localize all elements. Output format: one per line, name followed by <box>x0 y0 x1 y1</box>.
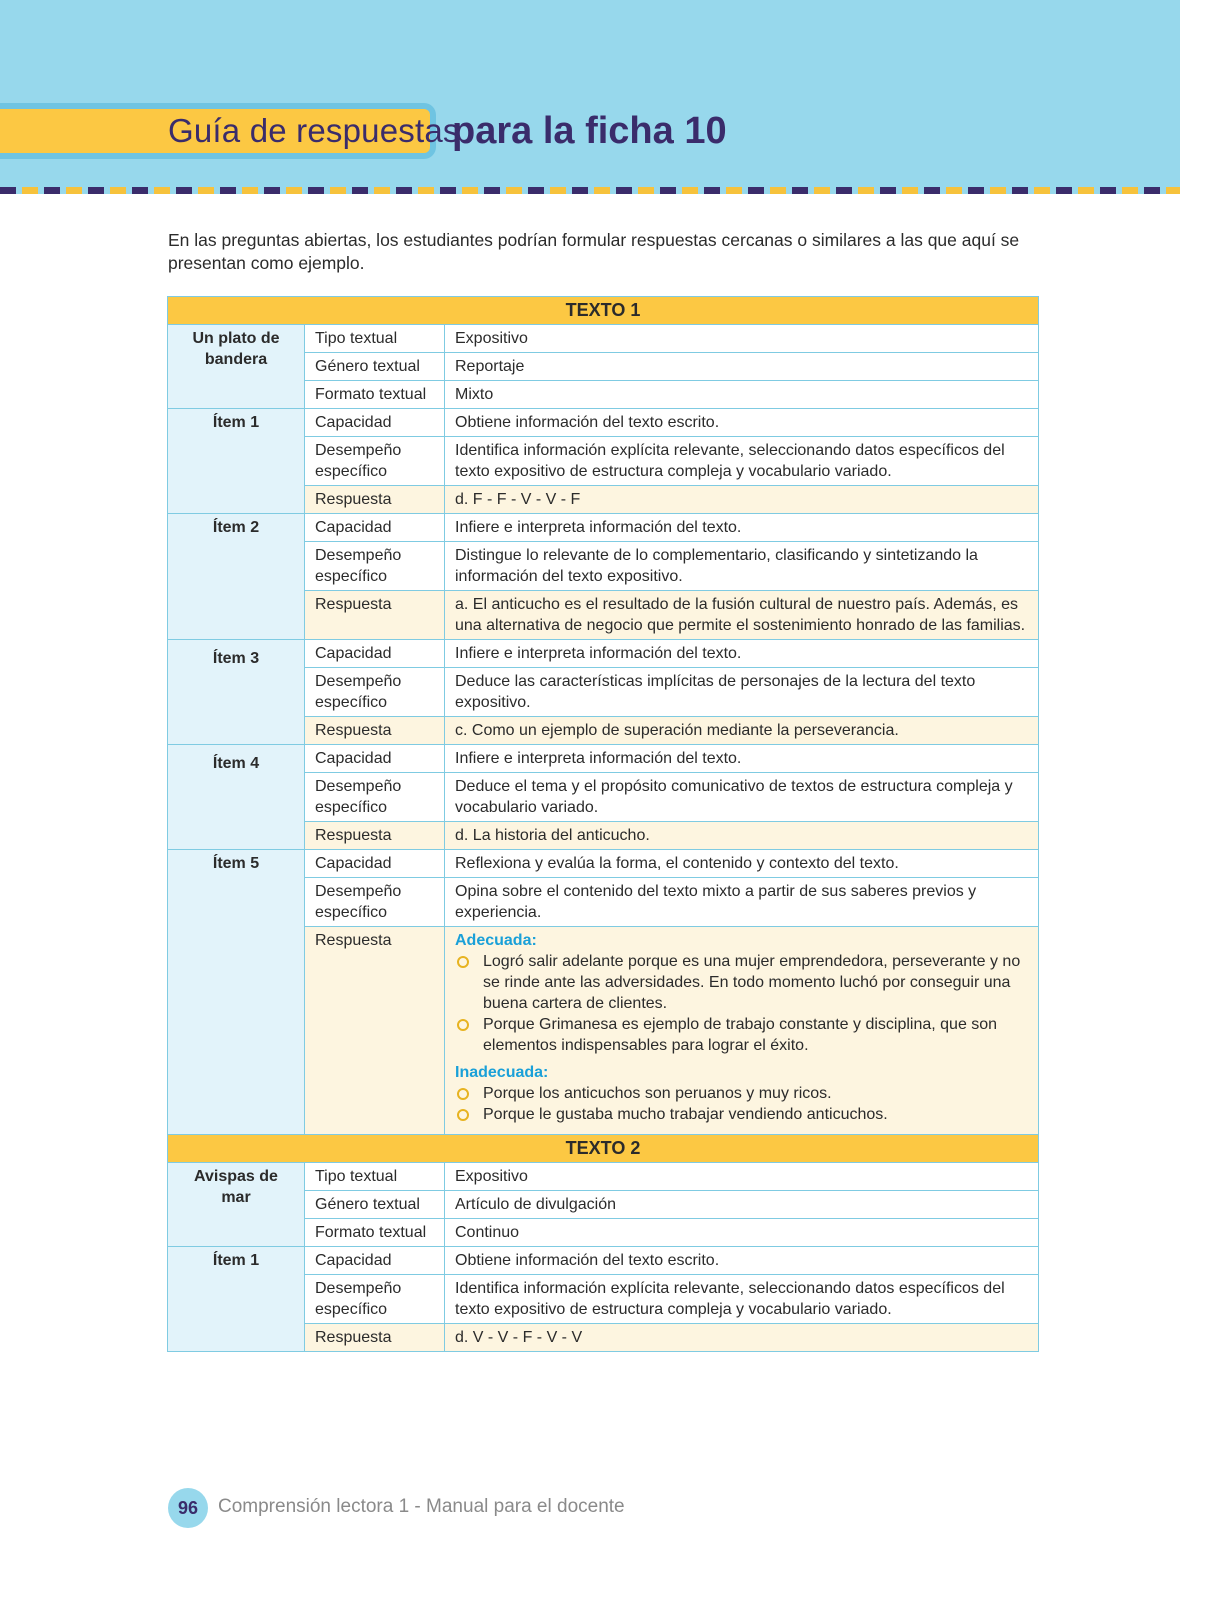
row-label: Desempeño específico <box>305 437 445 486</box>
item-label: Ítem 2 <box>168 514 305 640</box>
row-value: Identifica información explícita relevante, seleccionando datos específicos del texto expositivo de estructura compleja y vocabulario variado. <box>445 1275 1039 1324</box>
row-value: c. Como un ejemplo de superación mediante la perseverancia. <box>445 717 1039 745</box>
row-value: Expositivo <box>445 1163 1039 1191</box>
row-value: d. V - V - F - V - V <box>445 1324 1039 1352</box>
row-label: Género textual <box>305 1191 445 1219</box>
bullet-circle-icon <box>457 1019 469 1031</box>
answer-options <box>445 927 1039 1135</box>
row-label: Desempeño específico <box>305 668 445 717</box>
row-value: Obtiene información del texto escrito. <box>445 1247 1039 1275</box>
row-value: Continuo <box>445 1219 1039 1247</box>
decorative-dash-strip <box>0 187 1180 194</box>
group-cell-title: Avispas de mar <box>168 1163 305 1247</box>
row-label: Tipo textual <box>305 325 445 353</box>
row-value: Infiere e interpreta información del texto. <box>445 514 1039 542</box>
row-label: Respuesta <box>305 822 445 850</box>
row-label: Respuesta <box>305 591 445 640</box>
row-label: Desempeño específico <box>305 1275 445 1324</box>
list-item-text: Porque le gustaba mucho trabajar vendiendo anticuchos. <box>483 1106 888 1123</box>
page-title-left: Guía de respuestas <box>168 112 460 149</box>
list-item <box>455 951 1028 1014</box>
table-row <box>168 850 1039 878</box>
row-value: Obtiene información del texto escrito. <box>445 409 1039 437</box>
row-label: Género textual <box>305 353 445 381</box>
row-label: Tipo textual <box>305 1163 445 1191</box>
row-label: Capacidad <box>305 514 445 542</box>
row-value: Identifica información explícita relevante, seleccionando datos específicos del texto expositivo de estructura compleja y vocabulario variado. <box>445 437 1039 486</box>
row-value: Artículo de divulgación <box>445 1191 1039 1219</box>
footer-text: Comprensión lectora 1 - Manual para el docente <box>218 1496 625 1517</box>
adecuada-label: Adecuada: <box>455 932 537 949</box>
table-row <box>168 640 1039 668</box>
row-value: Opina sobre el contenido del texto mixto a partir de sus saberes previos y experiencia. <box>445 878 1039 927</box>
item-label: Ítem 5 <box>168 850 305 1135</box>
page-title-right: para la ficha 10 <box>452 110 727 152</box>
inadecuada-list <box>455 1083 1028 1125</box>
row-label: Respuesta <box>305 486 445 514</box>
row-value: Distingue lo relevante de lo complementario, clasificando y sintetizando la información del texto expositivo. <box>445 542 1039 591</box>
row-value: Infiere e interpreta información del texto. <box>445 640 1039 668</box>
bullet-circle-icon <box>457 1088 469 1100</box>
page-number: 96 <box>168 1488 208 1528</box>
table-row <box>168 1247 1039 1275</box>
item-label: Ítem 1 <box>168 1247 305 1352</box>
row-value: Expositivo <box>445 325 1039 353</box>
row-value: a. El anticucho es el resultado de la fusión cultural de nuestro país. Además, es una alternativa de negocio que permite el sostenimiento honrado de las familias. <box>445 591 1039 640</box>
group-cell-title: Un plato de bandera <box>168 325 305 409</box>
row-value: Deduce el tema y el propósito comunicativo de textos de estructura compleja y vocabulario variado. <box>445 773 1039 822</box>
row-value: Deduce las características implícitas de personajes de la lectura del texto expositivo. <box>445 668 1039 717</box>
row-value: Mixto <box>445 381 1039 409</box>
row-label: Capacidad <box>305 1247 445 1275</box>
row-label: Respuesta <box>305 1324 445 1352</box>
adecuada-list <box>455 951 1028 1056</box>
table-row <box>168 514 1039 542</box>
row-value: d. La historia del anticucho. <box>445 822 1039 850</box>
row-label: Formato textual <box>305 1219 445 1247</box>
row-label: Capacidad <box>305 745 445 773</box>
row-label: Capacidad <box>305 640 445 668</box>
row-value: Reflexiona y evalúa la forma, el contenido y contexto del texto. <box>445 850 1039 878</box>
answer-guide-table <box>167 296 1039 1352</box>
list-item <box>455 1014 1028 1056</box>
row-label: Respuesta <box>305 717 445 745</box>
list-item-text: Porque los anticuchos son peruanos y muy ricos. <box>483 1085 832 1102</box>
row-label: Capacidad <box>305 850 445 878</box>
row-label: Formato textual <box>305 381 445 409</box>
header-band <box>0 0 1180 190</box>
list-item <box>455 1083 1028 1104</box>
row-label: Desempeño específico <box>305 878 445 927</box>
table-row <box>168 1163 1039 1191</box>
item-label: Ítem 1 <box>168 409 305 514</box>
item-label: Ítem 3 <box>168 640 305 745</box>
item-label: Ítem 4 <box>168 745 305 850</box>
row-label: Capacidad <box>305 409 445 437</box>
section-title: TEXTO 1 <box>168 297 1039 325</box>
inadecuada-label: Inadecuada: <box>455 1064 549 1081</box>
bullet-circle-icon <box>457 1109 469 1121</box>
section-title: TEXTO 2 <box>168 1135 1039 1163</box>
row-label: Desempeño específico <box>305 542 445 591</box>
intro-paragraph: En las preguntas abiertas, los estudiantes podrían formular respuestas cercanas o similares a las que aquí se presentan como ejemplo. <box>168 230 1020 273</box>
list-item-text: Porque Grimanesa es ejemplo de trabajo constante y disciplina, que son elementos indispensables para lograr el éxito. <box>483 1016 998 1054</box>
row-value: d. F - F - V - V - F <box>445 486 1039 514</box>
table-row <box>168 745 1039 773</box>
row-value: Infiere e interpreta información del texto. <box>445 745 1039 773</box>
row-label: Respuesta <box>305 927 445 1135</box>
list-item-text: Logró salir adelante porque es una mujer emprendedora, perseverante y no se rinde ante las adversidades. En todo momento luchó por conseguir una buena cartera de clientes. <box>483 953 1021 1012</box>
table-row <box>168 325 1039 353</box>
row-value: Reportaje <box>445 353 1039 381</box>
row-label: Desempeño específico <box>305 773 445 822</box>
bullet-circle-icon <box>457 956 469 968</box>
table-row <box>168 409 1039 437</box>
list-item <box>455 1104 1028 1125</box>
section-header-texto1 <box>168 297 1039 325</box>
section-header-texto2 <box>168 1135 1039 1163</box>
